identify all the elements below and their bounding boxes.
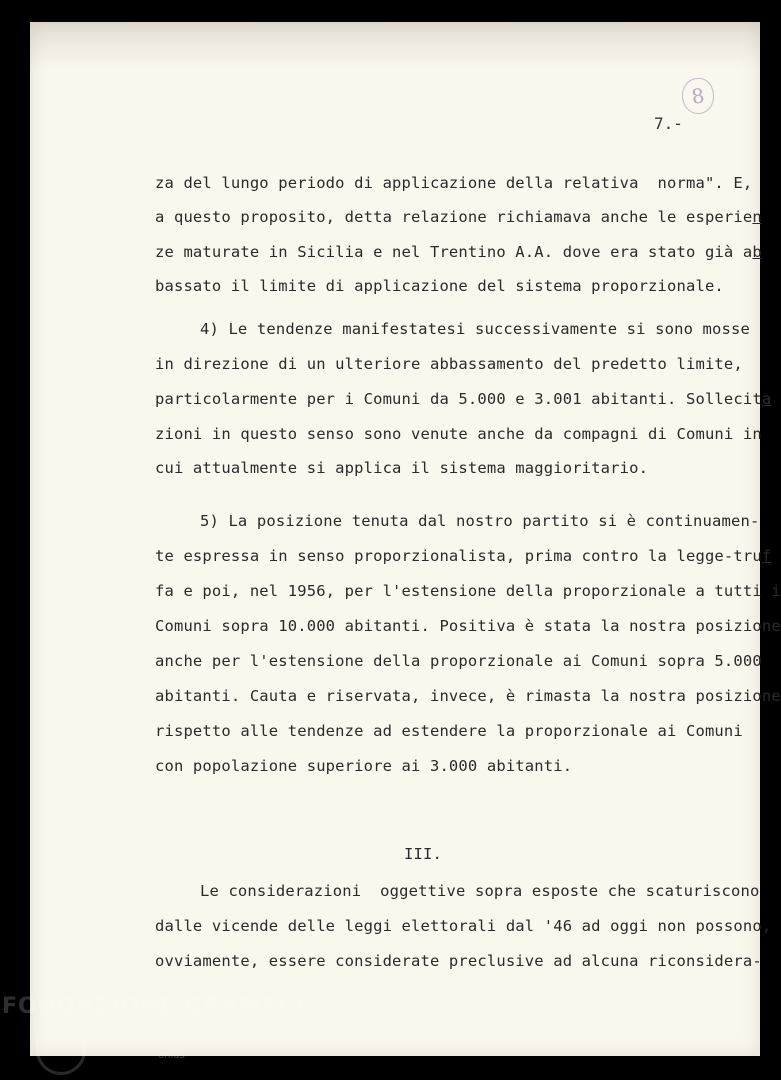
foundation-logo-icon xyxy=(36,1036,86,1075)
foundation-watermark-sub: onlus xyxy=(158,1050,185,1061)
text-line: abitanti. Cauta e riservata, invece, è rimasta la nostra posizione xyxy=(155,687,781,705)
text-line: a questo proposito, detta relazione richiamava anche le esperien xyxy=(155,208,762,226)
document-page xyxy=(30,22,781,1056)
text-line: con popolazione superiore ai 3.000 abitanti. xyxy=(155,757,573,775)
text-line: anche per l'estensione della proporzionale ai Comuni sopra 5.000 xyxy=(155,652,762,670)
text-line: 4) Le tendenze manifestatesi successivamente si sono mosse xyxy=(200,320,750,338)
foundation-watermark: FONDAZIONE GRAMSCI xyxy=(2,994,306,1019)
text-line: Le considerazioni oggettive sopra esposte che scaturiscono xyxy=(200,882,760,900)
text-line: 5) La posizione tenuta dal nostro partito si è continuamen- xyxy=(200,512,760,530)
text-line: ze maturate in Sicilia e nel Trentino A.A. dove era stato già ab xyxy=(155,243,762,261)
page-number: 7.- xyxy=(654,114,683,133)
archive-stamp: 8 xyxy=(680,76,717,116)
text-line: cui attualmente si applica il sistema maggioritario. xyxy=(155,459,649,477)
text-line: bassato il limite di applicazione del sistema proporzionale. xyxy=(155,277,724,295)
text-line: dalle vicende delle leggi elettorali dal '46 ad oggi non possono, xyxy=(155,917,772,935)
text-line: Comuni sopra 10.000 abitanti. Positiva è stata la nostra posizione xyxy=(155,617,781,635)
text-line: fa e poi, nel 1956, per l'estensione della proporzionale a tutti i xyxy=(155,582,781,600)
text-line: zioni in questo senso sono venute anche da compagni di Comuni in xyxy=(155,425,762,443)
text-line: te espressa in senso proporzionalista, prima contro la legge-truf xyxy=(155,547,772,565)
page-edge-shadow xyxy=(30,22,760,70)
section-heading: III. xyxy=(404,845,442,863)
text-line: za del lungo periodo di applicazione della relativa norma". E, xyxy=(155,174,753,192)
text-line: rispetto alle tendenze ad estendere la proporzionale ai Comuni xyxy=(155,722,743,740)
text-line: in direzione di un ulteriore abbassamento del predetto limite, xyxy=(155,355,743,373)
text-line: particolarmente per i Comuni da 5.000 e 3.001 abitanti. Sollecita xyxy=(155,390,772,408)
text-line: ovviamente, essere considerate preclusive ad alcuna riconsidera- xyxy=(155,952,762,970)
